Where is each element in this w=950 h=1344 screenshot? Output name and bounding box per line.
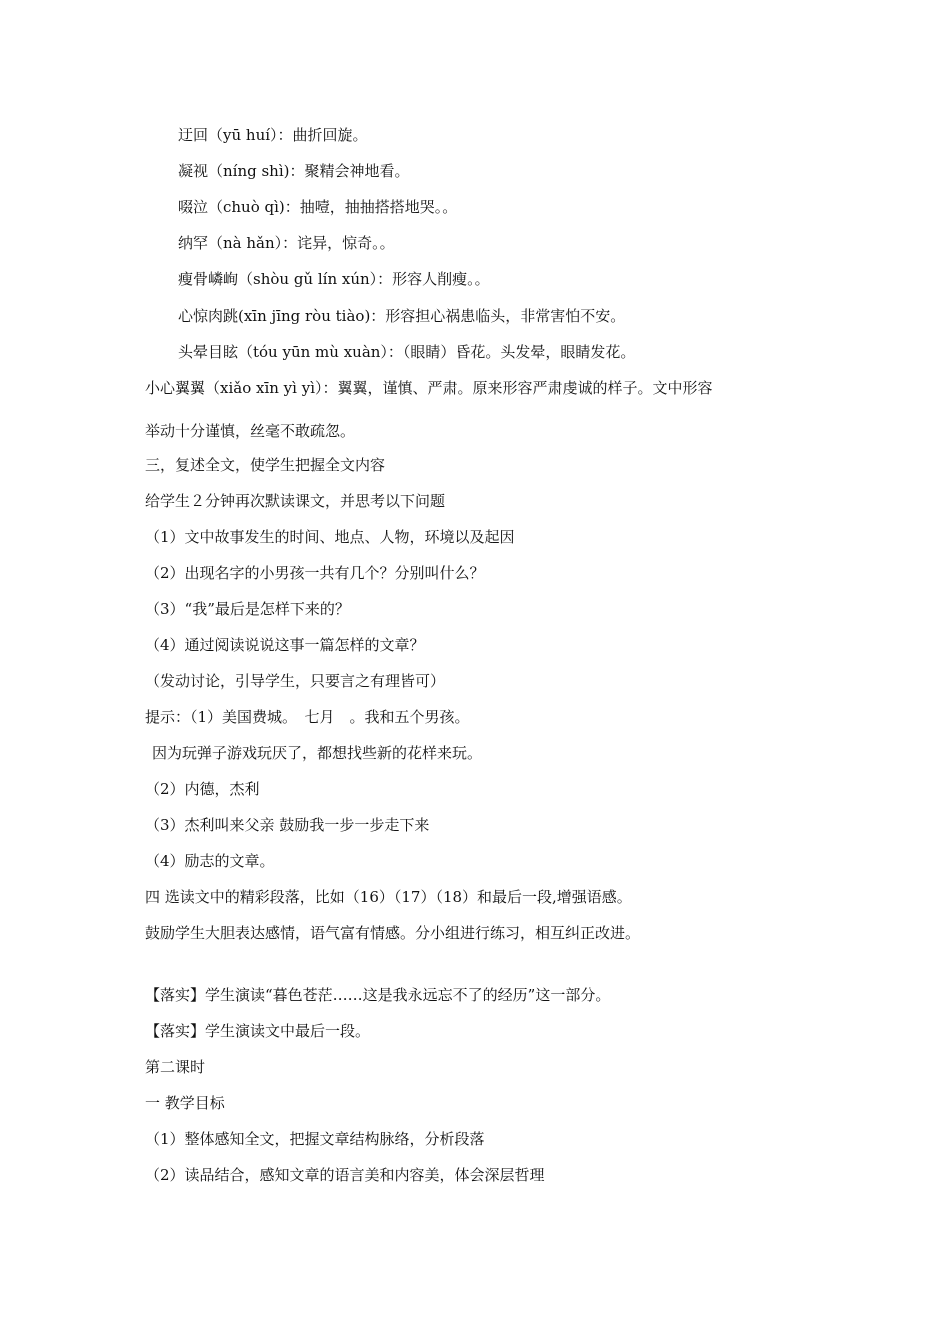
vocab-nahan: 纳罕（nà hǎn）：诧异，惊奇。。 [178,234,395,252]
vocab-xiaoxinyiyi: 小心翼翼（xiǎo xīn yì yì）：翼翼，谨慎、严肃。原来形容严肃虔诚的样子。文中形容 [145,379,713,397]
lesson-2-title: 第二课时 [145,1058,206,1076]
section-4-heading: 四 选读文中的精彩段落，比如（16）（17）（18）和最后一段,增强语感。 [145,888,632,906]
hint-4: （4）励志的文章。 [145,852,275,870]
hint-1-cont: 因为玩弹子游戏玩厌了，都想找些新的花样来玩。 [152,744,483,762]
section-3-heading: 三，复述全文，使学生把握全文内容 [145,456,386,474]
goal-1: （1）整体感知全文，把握文章结构脉络，分析段落 [145,1130,485,1148]
question-2: （2）出现名字的小男孩一共有几个？分别叫什么？ [145,564,485,582]
goal-2: （2）读品结合，感知文章的语言美和内容美，体会深层哲理 [145,1166,545,1184]
teaching-goals-heading: 一 教学目标 [145,1094,225,1112]
vocab-xinjingroutiao: 心惊肉跳(xīn jīng ròu tiào)：形容担心祸患临头，非常害怕不安。 [178,307,626,325]
vocab-xiaoxinyiyi-cont: 举动十分谨慎，丝毫不敢疏忽。 [145,422,356,440]
practice-2: 【落实】学生演读文中最后一段。 [145,1022,371,1040]
vocab-touyunmuxuan: 头晕目眩（tóu yūn mù xuàn）：（眼睛）昏花。头发晕，眼睛发花。 [178,343,636,361]
question-1: （1）文中故事发生的时间、地点、人物，环境以及起因 [145,528,515,546]
vocab-ningshi: 凝视（níng shì)：聚精会神地看。 [178,162,410,180]
section-3-intro: 给学生２分钟再次默读课文，并思考以下问题 [145,492,446,510]
hint-2: （2）内德，杰利 [145,780,260,798]
vocab-chuoqi: 啜泣（chuò qì)：抽噎，抽抽搭搭地哭。。 [178,198,458,216]
hint-1: 提示：（1）美国费城。 七月 。我和五个男孩。 [145,708,470,726]
question-3: （3）“我”最后是怎样下来的？ [145,600,350,618]
vocab-yuhui: 迂回（yū huí）：曲折回旋。 [178,126,368,144]
vocab-shougulinxun: 瘦骨嶙峋（shòu gǔ lín xún）：形容人削瘦。。 [178,270,490,288]
discussion-note: （发动讨论，引导学生，只要言之有理皆可） [145,672,446,690]
section-4-text: 鼓励学生大胆表达感情，语气富有情感。分小组进行练习，相互纠正改进。 [145,924,641,942]
practice-1: 【落实】学生演读“暮色苍茫……这是我永远忘不了的经历”这一部分。 [145,986,611,1004]
question-4: （4）通过阅读说说这事一篇怎样的文章？ [145,636,425,654]
hint-3: （3）杰利叫来父亲 鼓励我一步一步走下来 [145,816,430,834]
